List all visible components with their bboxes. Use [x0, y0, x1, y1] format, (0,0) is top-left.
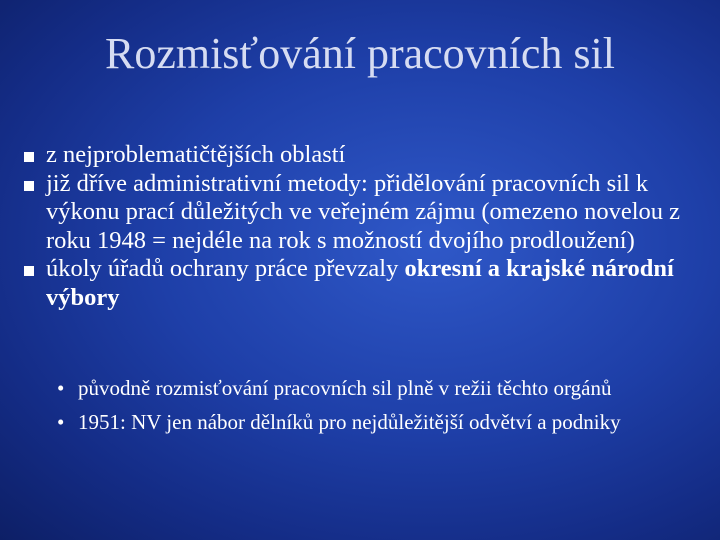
- square-bullet-icon: [24, 152, 34, 162]
- slide-title: Rozmisťování pracovních sil: [104, 29, 616, 78]
- sub-bullet-item: [56, 376, 716, 400]
- bullet-text-bold: okresní a krajské národní výbory: [46, 255, 674, 311]
- bullet-item: [22, 170, 712, 256]
- dot-bullet-icon: •: [57, 376, 65, 400]
- bullet-text: z nejproblematičtějších oblastí: [46, 141, 346, 168]
- bullet-item: [22, 255, 712, 312]
- bullet-item: [22, 141, 712, 170]
- bullet-list: [22, 141, 712, 312]
- bullet-text: již dříve administrativní metody: přidělování pracovních sil k výkonu prací důležitých ve veřejném zájmu (omezeno novelou z roku 1948 = nejdéle na rok s možností dvojího prodloužení): [46, 169, 681, 254]
- square-bullet-icon: [24, 266, 34, 276]
- bullet-text: úkoly úřadů ochrany práce převzaly: [46, 255, 405, 282]
- sub-bullet-text: 1951: NV jen nábor dělníků pro nejdůležitější odvětví a podniky: [78, 410, 621, 434]
- square-bullet-icon: [24, 181, 34, 191]
- dot-bullet-icon: •: [57, 410, 65, 434]
- sub-bullet-text: původně rozmisťování pracovních sil plně v režii těchto orgánů: [78, 376, 612, 400]
- sub-bullet-list: [56, 376, 716, 444]
- sub-bullet-item: [56, 410, 716, 434]
